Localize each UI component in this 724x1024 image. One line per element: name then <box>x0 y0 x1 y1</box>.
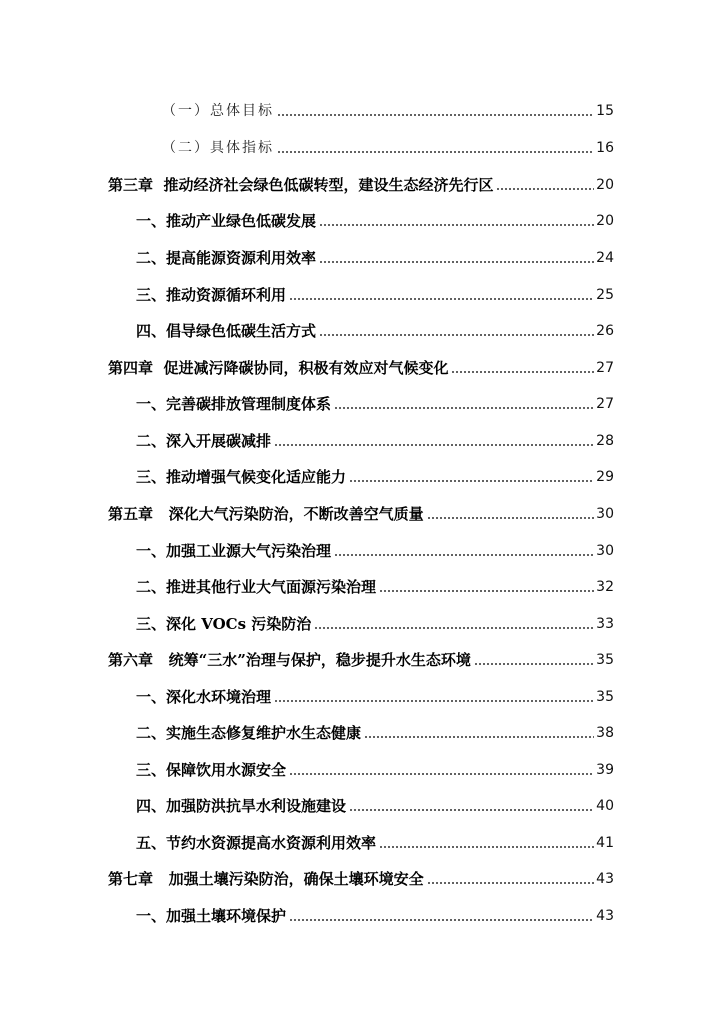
toc-page-number: 20 <box>596 177 614 193</box>
dot-leader <box>427 882 595 884</box>
dot-leader <box>289 919 594 921</box>
toc-page-number: 30 <box>596 543 614 559</box>
toc-page-number: 16 <box>596 140 614 156</box>
toc-page-number: 26 <box>596 323 614 339</box>
toc-entry-title: 一、加强土壤环境保护 <box>136 907 287 925</box>
toc-entry[interactable] <box>136 537 614 561</box>
toc-entry[interactable] <box>136 463 614 487</box>
toc-entry-title: 第六章 统筹“三水”治理与保护，稳步提升水生态环境 <box>108 651 471 669</box>
toc-entry[interactable] <box>162 134 614 158</box>
toc-entry-title: 四、加强防洪抗旱水利设施建设 <box>136 797 347 815</box>
toc-entry-title: 一、推动产业绿色低碳发展 <box>136 212 317 230</box>
toc-entry-title: 第五章 深化大气污染防治，不断改善空气质量 <box>108 505 424 523</box>
toc-entry-title: （二）具体指标 <box>162 140 274 156</box>
toc-entry[interactable] <box>136 317 614 341</box>
toc-entry[interactable] <box>136 792 614 816</box>
dot-leader <box>334 554 594 556</box>
toc-entry[interactable] <box>136 281 614 305</box>
toc-entry[interactable] <box>136 756 614 780</box>
dot-leader <box>496 188 594 190</box>
toc-entry-title: 一、深化水环境治理 <box>136 688 272 706</box>
toc-chapter-entry[interactable] <box>108 354 614 378</box>
dot-leader <box>319 261 594 263</box>
dot-leader <box>289 298 594 300</box>
toc-page-number: 35 <box>596 652 614 668</box>
toc-entry[interactable] <box>136 683 614 707</box>
dot-leader <box>274 700 594 702</box>
toc-entry[interactable] <box>136 573 614 597</box>
toc-entry[interactable] <box>136 902 614 926</box>
toc-entry-title: 三、推动资源循环利用 <box>136 286 287 304</box>
toc-entry-title: 三、深化 VOCs 污染防治 <box>136 615 312 633</box>
toc-entry[interactable] <box>136 207 614 231</box>
toc-page-number: 39 <box>596 762 614 778</box>
dot-leader <box>364 736 594 738</box>
dot-leader <box>474 663 594 665</box>
toc-entry[interactable] <box>136 829 614 853</box>
dot-leader <box>277 114 594 116</box>
toc-page-number: 35 <box>596 689 614 705</box>
toc-page-number: 28 <box>596 433 614 449</box>
dot-leader <box>334 407 594 409</box>
toc-entry-title: 第四章 促进减污降碳协同，积极有效应对气候变化 <box>108 359 449 377</box>
toc-entry[interactable] <box>136 390 614 414</box>
dot-leader <box>349 480 594 482</box>
dot-leader <box>319 334 594 336</box>
toc-chapter-entry[interactable] <box>108 171 614 195</box>
toc-entry[interactable] <box>162 97 614 121</box>
toc-entry-title: （一）总体目标 <box>162 103 274 119</box>
toc-entry-title: 二、提高能源资源利用效率 <box>136 249 317 267</box>
toc-entry-title: 三、推动增强气候变化适应能力 <box>136 468 347 486</box>
dot-leader <box>314 627 594 629</box>
toc-entry-title: 二、推进其他行业大气面源污染治理 <box>136 578 377 596</box>
toc-page-number: 43 <box>596 871 614 887</box>
toc-entry[interactable] <box>136 427 614 451</box>
toc-entry-title: 第七章 加强土壤污染防治，确保土壤环境安全 <box>108 870 424 888</box>
toc-entry-title: 一、加强工业源大气污染治理 <box>136 542 332 560</box>
toc-page-number: 41 <box>596 835 614 851</box>
dot-leader <box>379 846 594 848</box>
toc-page-number: 32 <box>596 579 614 595</box>
dot-leader <box>319 224 594 226</box>
toc-page-number: 38 <box>596 725 614 741</box>
dot-leader <box>379 590 594 592</box>
toc-entry-title: 三、保障饮用水源安全 <box>136 761 287 779</box>
toc-entry-title: 二、深入开展碳减排 <box>136 432 272 450</box>
toc-entry-title: 二、实施生态修复维护水生态健康 <box>136 724 362 742</box>
toc-chapter-entry[interactable] <box>108 865 614 889</box>
toc-entry-title: 第三章 推动经济社会绿色低碳转型，建设生态经济先行区 <box>108 176 494 194</box>
toc-entry[interactable] <box>136 244 614 268</box>
toc-page-number: 33 <box>596 616 614 632</box>
toc-page-number: 43 <box>596 908 614 924</box>
toc-page-number: 29 <box>596 469 614 485</box>
dot-leader <box>349 809 594 811</box>
toc-page-number: 27 <box>596 396 614 412</box>
toc-page-number: 40 <box>596 798 614 814</box>
dot-leader <box>451 371 594 373</box>
toc-chapter-entry[interactable] <box>108 646 614 670</box>
dot-leader <box>427 517 595 519</box>
toc-entry-title: 一、完善碳排放管理制度体系 <box>136 395 332 413</box>
toc-page-number: 15 <box>596 103 614 119</box>
toc-page-number: 30 <box>596 506 614 522</box>
toc-entry[interactable] <box>136 719 614 743</box>
toc-chapter-entry[interactable] <box>108 500 614 524</box>
dot-leader <box>277 151 594 153</box>
dot-leader <box>289 773 594 775</box>
toc-page-number: 27 <box>596 360 614 376</box>
toc-page-number: 25 <box>596 287 614 303</box>
toc-entry-title: 五、节约水资源提高水资源利用效率 <box>136 834 377 852</box>
toc-entry-title: 四、倡导绿色低碳生活方式 <box>136 322 317 340</box>
dot-leader <box>274 444 594 446</box>
toc-page-number: 20 <box>596 213 614 229</box>
toc-entry[interactable] <box>136 610 614 634</box>
toc-page-number: 24 <box>596 250 614 266</box>
